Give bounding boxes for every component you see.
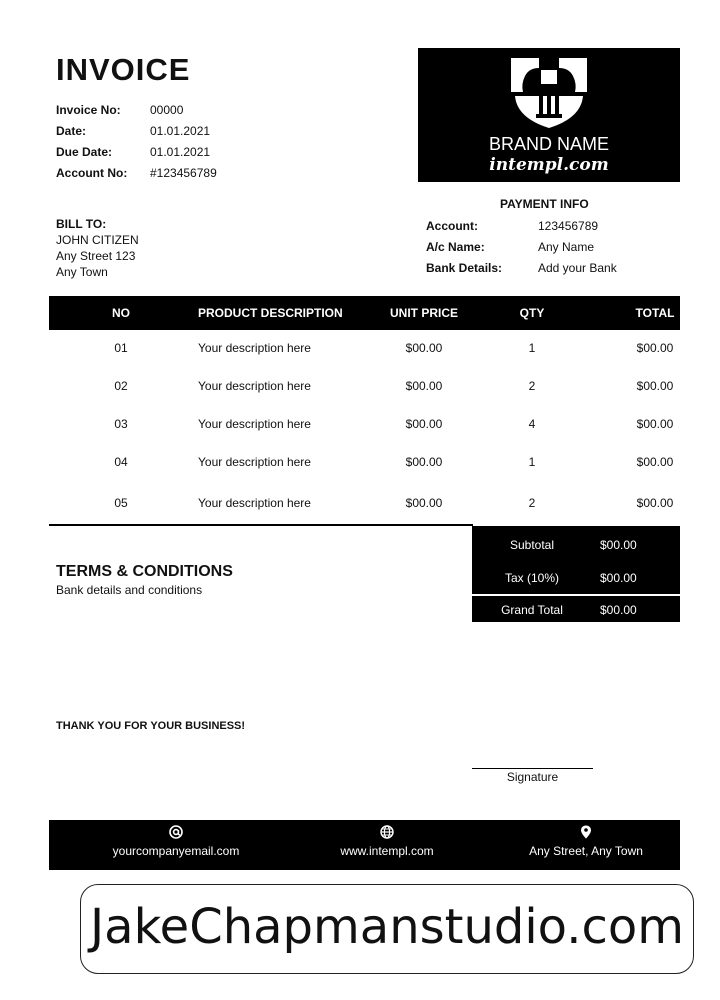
- bill-to-name: JOHN CITIZEN: [56, 233, 139, 247]
- due-date-row: [56, 142, 217, 163]
- grand-total-label: Grand Total: [501, 603, 563, 617]
- totals-divider: [472, 594, 680, 596]
- signature-label: Signature: [506, 770, 559, 784]
- table-header: [49, 296, 680, 330]
- row-description: Your description here: [198, 417, 311, 431]
- subtotal-value: $00.00: [600, 538, 637, 552]
- payment-name-row: [426, 237, 617, 258]
- grand-total-value: $00.00: [600, 603, 637, 617]
- watermark-text: JakeChapmanstudio.com: [90, 899, 684, 955]
- row-unit-price: $00.00: [405, 341, 443, 355]
- header-qty: QTY: [519, 306, 545, 320]
- row-unit-price: $00.00: [405, 496, 443, 510]
- due-date-value: 01.01.2021: [150, 145, 211, 159]
- invoice-date-label: Date:: [56, 124, 87, 138]
- payment-bank-label: Bank Details:: [426, 261, 503, 275]
- payment-bank-value: Add your Bank: [538, 261, 617, 275]
- table-row: [49, 338, 680, 358]
- brand-url: intempl.com: [489, 155, 609, 175]
- subtotal-label: Subtotal: [509, 538, 555, 552]
- footer-address-text: Any Street, Any Town: [529, 844, 643, 858]
- footer-website-text: www.intempl.com: [340, 844, 434, 858]
- footer-website: [287, 824, 487, 858]
- at-sign-icon: [169, 824, 183, 840]
- invoice-number-label: Invoice No:: [56, 103, 121, 117]
- payment-name-label: A/c Name:: [426, 240, 485, 254]
- signature-line: [472, 768, 593, 769]
- due-date-label: Due Date:: [56, 145, 113, 159]
- footer-email-text: yourcompanyemail.com: [112, 844, 240, 858]
- bill-to: [56, 216, 139, 280]
- terms-body: Bank details and conditions: [56, 583, 203, 597]
- invoice-number-value: 00000: [150, 103, 184, 117]
- table-row: [49, 493, 680, 513]
- row-qty: 1: [528, 341, 536, 355]
- row-no: 05: [114, 496, 128, 510]
- header-description: PRODUCT DESCRIPTION: [198, 306, 343, 320]
- row-total: $00.00: [636, 341, 674, 355]
- account-number-value: #123456789: [150, 166, 217, 180]
- footer-address: [486, 824, 686, 858]
- payment-account-row: [426, 216, 617, 237]
- header-total: TOTAL: [635, 306, 675, 320]
- header-no: NO: [112, 306, 130, 320]
- globe-icon: [380, 824, 394, 840]
- bill-to-heading: BILL TO:: [56, 217, 107, 231]
- footer: [49, 820, 680, 870]
- payment-account-value: 123456789: [538, 219, 599, 233]
- row-unit-price: $00.00: [405, 455, 443, 469]
- row-total: $00.00: [636, 417, 674, 431]
- table-bottom-divider: [49, 524, 473, 526]
- row-no: 03: [114, 417, 128, 431]
- table-row: [49, 414, 680, 434]
- account-number-label: Account No:: [56, 166, 128, 180]
- table-row: [49, 452, 680, 472]
- row-total: $00.00: [636, 455, 674, 469]
- pillar-logo-icon: [509, 56, 589, 130]
- footer-email: [76, 824, 276, 858]
- row-no: 04: [114, 455, 128, 469]
- subtotal-row: [472, 532, 680, 558]
- location-pin-icon: [580, 824, 592, 840]
- row-description: Your description here: [198, 341, 311, 355]
- thank-you-text: THANK YOU FOR YOUR BUSINESS!: [56, 720, 246, 732]
- row-total: $00.00: [636, 496, 674, 510]
- row-qty: 2: [528, 496, 536, 510]
- row-unit-price: $00.00: [405, 379, 443, 393]
- tax-value: $00.00: [600, 571, 637, 585]
- invoice-number-row: [56, 100, 217, 121]
- row-description: Your description here: [198, 496, 311, 510]
- payment-info-heading: PAYMENT INFO: [500, 197, 589, 211]
- payment-info: [426, 216, 617, 279]
- row-qty: 1: [528, 455, 536, 469]
- invoice-title: INVOICE: [56, 52, 191, 87]
- invoice-date-row: [56, 121, 217, 142]
- totals-box: [472, 526, 680, 622]
- row-total: $00.00: [636, 379, 674, 393]
- brand-name: BRAND NAME: [488, 134, 609, 154]
- payment-name-value: Any Name: [538, 240, 595, 254]
- row-no: 01: [114, 341, 128, 355]
- watermark-banner: [80, 884, 694, 974]
- header-unit-price: UNIT PRICE: [389, 306, 459, 320]
- invoice-meta: [56, 100, 217, 184]
- row-unit-price: $00.00: [405, 417, 443, 431]
- row-description: Your description here: [198, 379, 311, 393]
- grand-total-row: [472, 597, 680, 623]
- account-number-row: [56, 163, 217, 184]
- bill-to-street: Any Street 123: [56, 249, 136, 263]
- invoice-date-value: 01.01.2021: [150, 124, 211, 138]
- payment-bank-row: [426, 258, 617, 279]
- brand-box: [418, 48, 680, 182]
- row-qty: 4: [528, 417, 536, 431]
- row-no: 02: [114, 379, 128, 393]
- row-qty: 2: [528, 379, 536, 393]
- row-description: Your description here: [198, 455, 311, 469]
- tax-row: [472, 565, 680, 591]
- payment-account-label: Account:: [426, 219, 478, 233]
- terms-heading: TERMS & CONDITIONS: [56, 563, 233, 580]
- table-row: [49, 376, 680, 396]
- tax-label: Tax (10%): [504, 571, 560, 585]
- bill-to-town: Any Town: [56, 265, 108, 279]
